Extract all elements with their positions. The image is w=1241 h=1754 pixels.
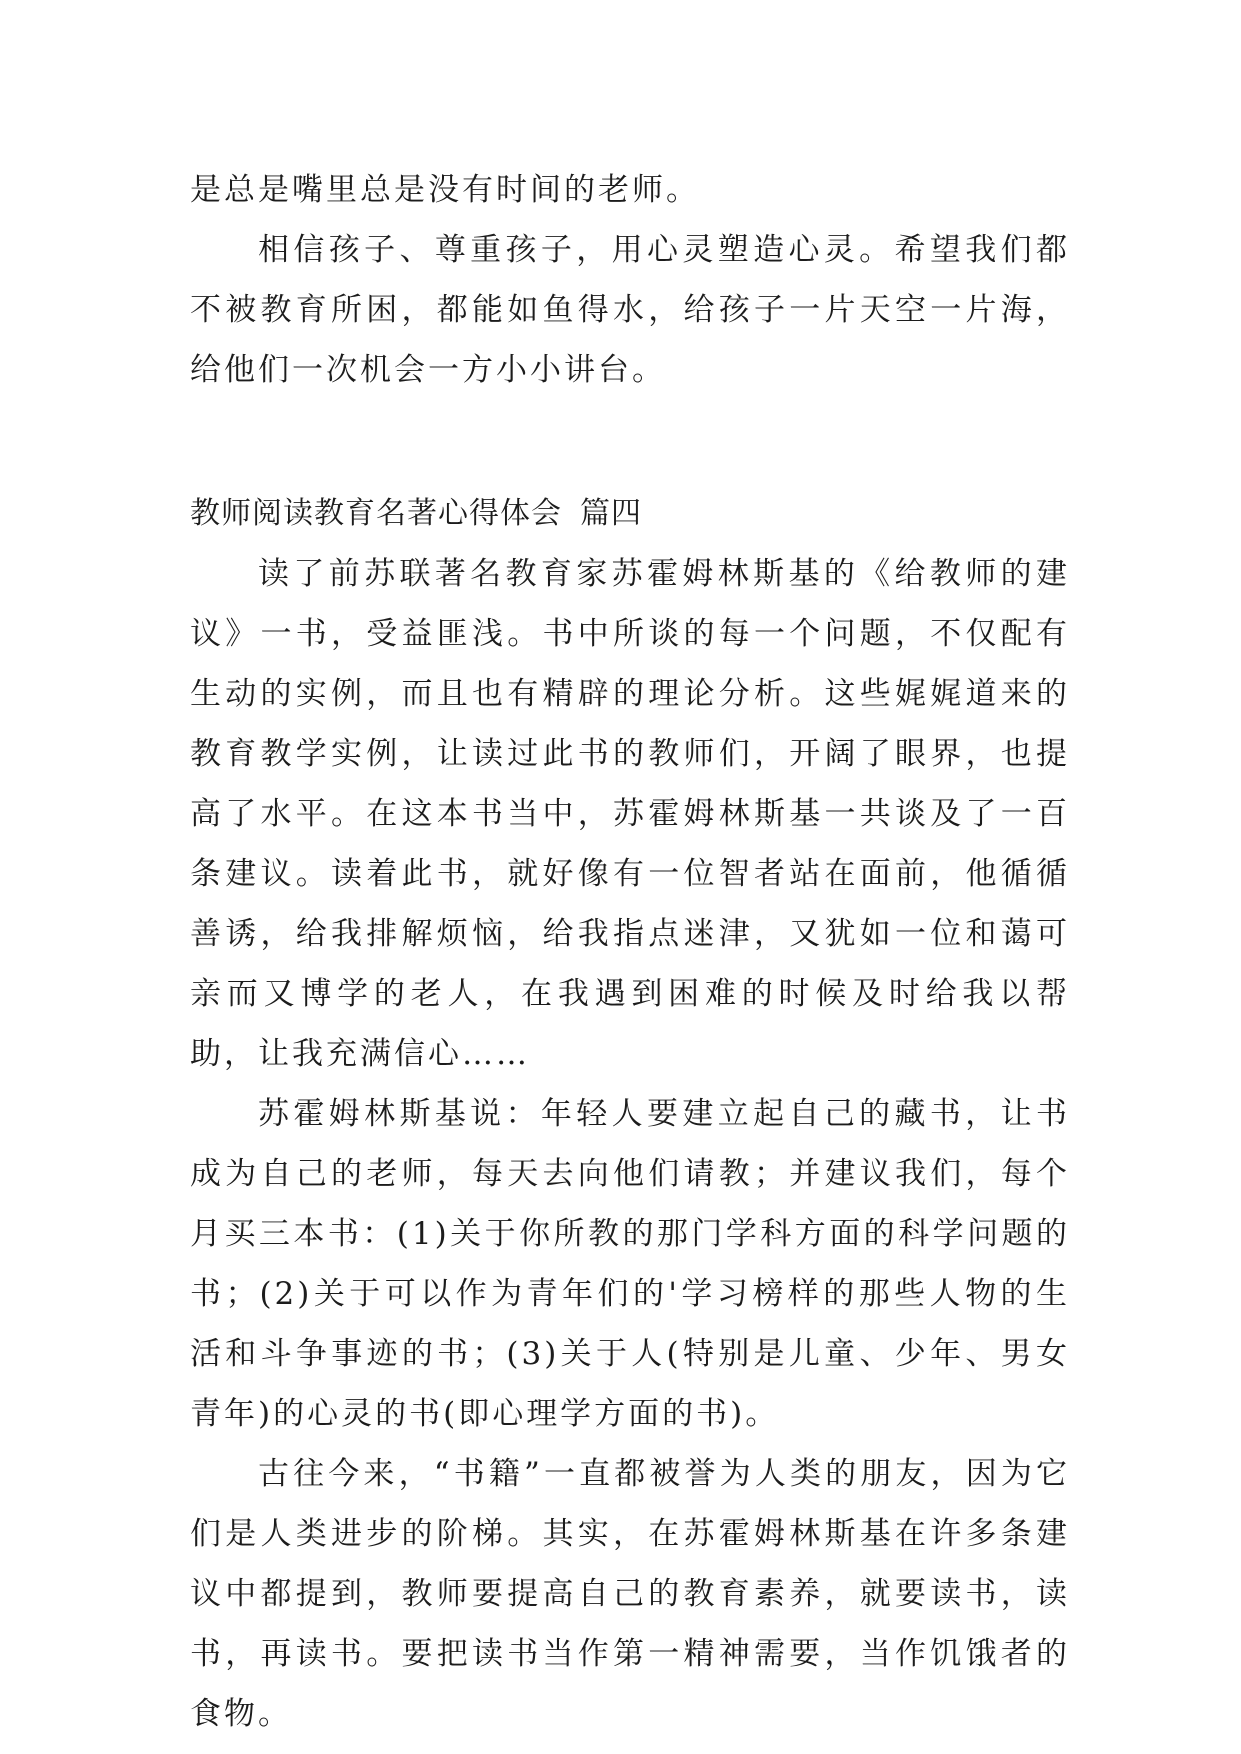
section-title: 教师阅读教育名著心得体会 xyxy=(190,496,562,531)
body-paragraph-3: 古往今来，“书籍”一直都被誉为人类的朋友，因为它们是人类进步的阶梯。其实，在苏霍姆林斯基在许多条建议中都提到，教师要提高自己的教育素养，就要读书，读书，再读书。要把读书当作第一精神需要，当作饥饿者的食物。 xyxy=(190,1456,1070,1732)
section-part-label: 篇四 xyxy=(580,496,642,531)
section-spacer xyxy=(190,400,1070,484)
body-paragraph-2: 苏霍姆林斯基说：年轻人要建立起自己的藏书，让书成为自己的老师，每天去向他们请教；并建议我们，每个月买三本书：(1)关于你所教的那门学科方面的科学问题的书；(2)关于可以作为青年们的'学习榜样的那些人物的生活和斗争事迹的书；(3)关于人(特别是儿童、少年、男女青年)的心灵的书(即心理学方面的书)。 xyxy=(190,1096,1070,1432)
closing-paragraph: 相信孩子、尊重孩子，用心灵塑造心灵。希望我们都不被教育所困，都能如鱼得水，给孩子一片天空一片海，给他们一次机会一方小小讲台。 xyxy=(190,232,1070,388)
continuation-paragraph: 是总是嘴里总是没有时间的老师。 xyxy=(190,172,700,208)
body-paragraph-1: 读了前苏联著名教育家苏霍姆林斯基的《给教师的建议》一书，受益匪浅。书中所谈的每一个问题，不仅配有生动的实例，而且也有精辟的理论分析。这些娓娓道来的教育教学实例，让读过此书的教师们，开阔了眼界，也提高了水平。在这本书当中，苏霍姆林斯基一共谈及了一百条建议。读着此书，就好像有一位智者站在面前，他循循善诱，给我排解烦恼，给我指点迷津，又犹如一位和蔼可亲而又博学的老人，在我遇到困难的时候及时给我以帮助，让我充满信心…… xyxy=(190,556,1070,1072)
section-heading xyxy=(190,484,1070,544)
document-body xyxy=(190,160,1070,1744)
